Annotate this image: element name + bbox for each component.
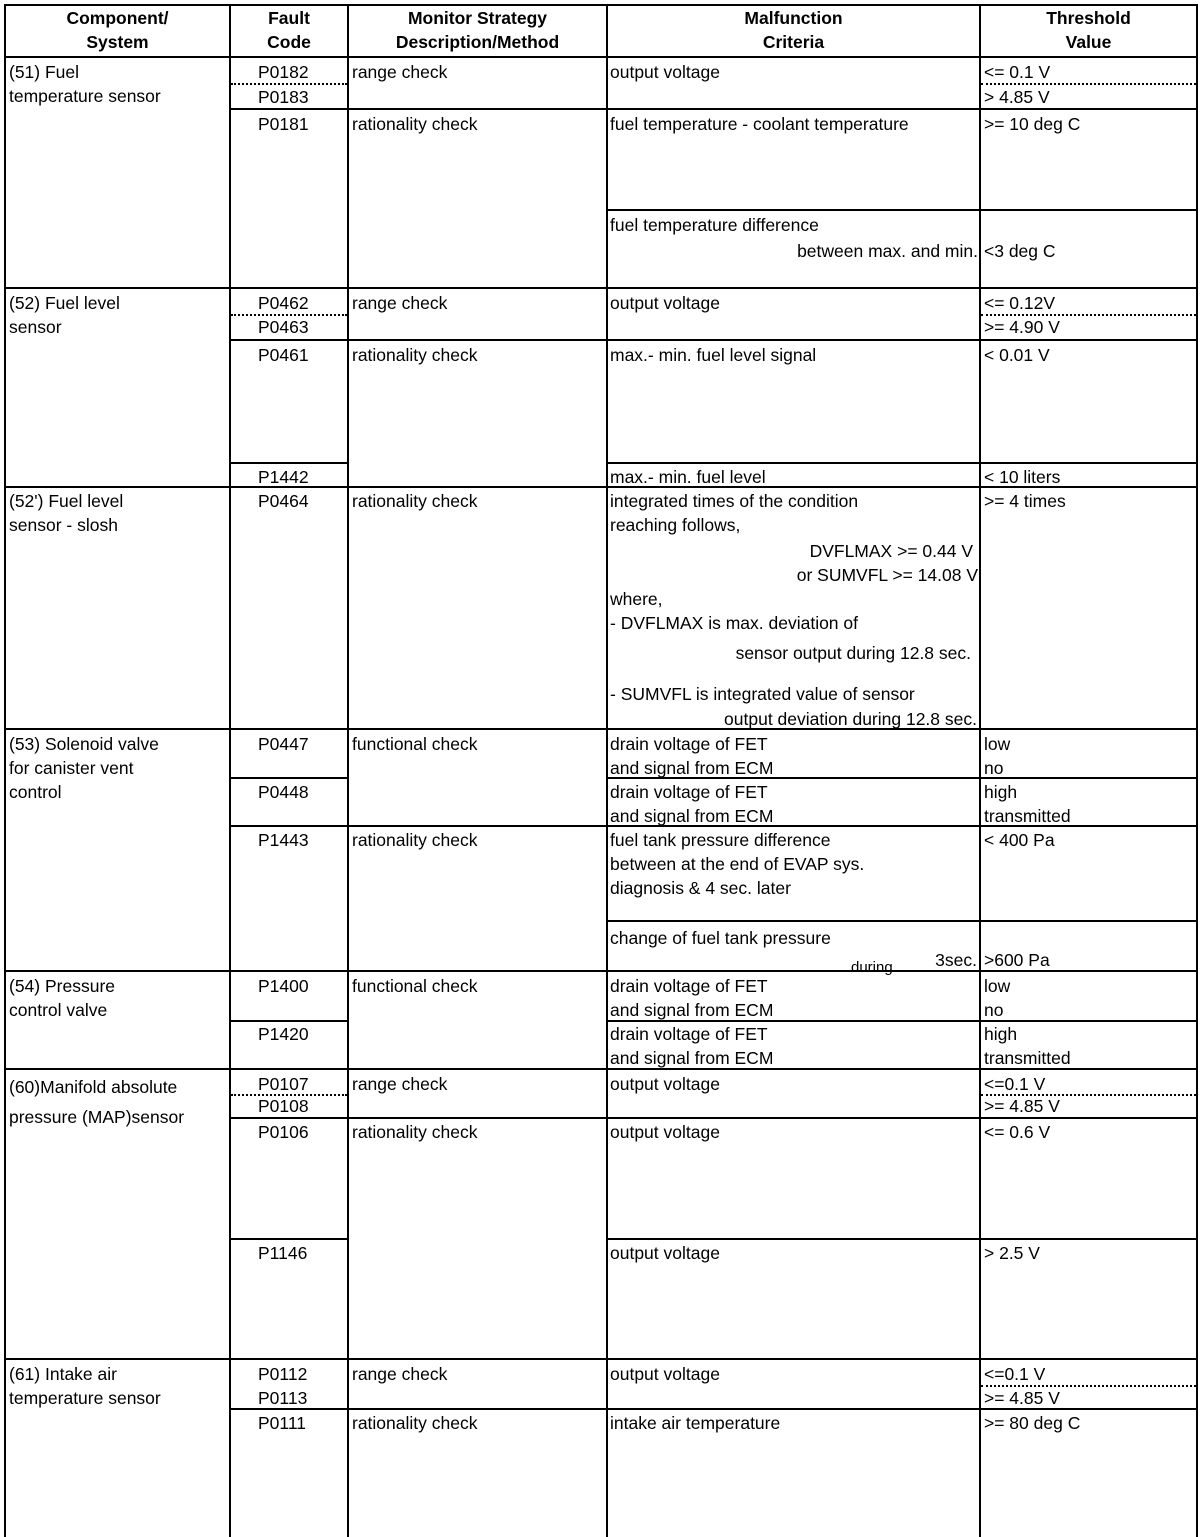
fault-code: P0463 (258, 317, 309, 337)
monitor-method: functional check (352, 734, 478, 754)
monitor-method: functional check (352, 976, 478, 996)
monitor-method: range check (352, 62, 448, 82)
monitor-method: rationality check (352, 114, 478, 134)
criteria-text: output voltage (610, 1243, 720, 1263)
component-name: (54) Pressure control valve (9, 976, 116, 1020)
fault-code: P0107 (258, 1074, 309, 1094)
table-border-left (4, 4, 6, 1537)
fault-code: P0183 (258, 87, 309, 107)
threshold-value: < 400 Pa (984, 830, 1055, 850)
column-divider-threshold (979, 4, 981, 1537)
fault-code: P1442 (258, 467, 309, 487)
criteria-text: where, - DVFLMAX is max. deviation of (610, 589, 858, 633)
fault-code: P0108 (258, 1096, 309, 1116)
threshold-value: <=0.1 V (984, 1364, 1046, 1384)
fault-code: P0447 (258, 734, 309, 754)
criteria-text: sensor output during 12.8 sec. (735, 643, 971, 663)
monitor-method: rationality check (352, 1413, 478, 1433)
threshold-value: <= 0.12V (984, 293, 1056, 313)
section-divider (4, 1358, 1198, 1360)
row-divider (606, 209, 1198, 211)
fault-code: P0113 (258, 1388, 308, 1408)
threshold-value: > 4.85 V (984, 87, 1050, 107)
criteria-text: output voltage (610, 1074, 720, 1094)
criteria-text: fuel tank pressure difference between at the end of EVAP sys. diagnosis & 4 sec. later (610, 830, 865, 898)
threshold-value: <=0.1 V (984, 1074, 1046, 1094)
criteria-text: 3sec. (935, 950, 977, 970)
criteria-text: intake air temperature (610, 1413, 781, 1433)
component-name: (51) Fuel temperature sensor (9, 62, 161, 106)
criteria-text: fuel temperature difference (610, 215, 819, 235)
fault-code: P0181 (258, 114, 309, 134)
row-divider (229, 1238, 349, 1240)
criteria-text: output voltage (610, 1122, 720, 1142)
monitor-method: range check (352, 1364, 448, 1384)
row-divider (606, 462, 1198, 464)
monitor-method: rationality check (352, 345, 478, 365)
threshold-value: >= 4 times (984, 491, 1066, 511)
threshold-value: >= 10 deg C (984, 114, 1081, 134)
fault-code: P0112 (258, 1364, 308, 1384)
criteria-text: drain voltage of FET and signal from ECM (610, 782, 774, 826)
criteria-text: integrated times of the condition reaching follows, (610, 491, 859, 535)
criteria-text: between max. and min. (797, 241, 978, 261)
header-fault-code: Fault Code (267, 8, 311, 52)
column-divider-code (229, 4, 231, 1537)
threshold-value: > 2.5 V (984, 1243, 1040, 1263)
criteria-text: drain voltage of FET and signal from ECM (610, 976, 774, 1020)
header-threshold-value: Threshold Value (1046, 8, 1131, 52)
component-name: (53) Solenoid valve for canister vent control (9, 734, 159, 802)
threshold-value: low no (984, 976, 1011, 1020)
section-divider (4, 287, 1198, 289)
monitor-method: range check (352, 293, 448, 313)
column-divider-criteria (606, 4, 608, 1537)
section-divider (4, 728, 1198, 730)
row-divider (606, 1238, 1198, 1240)
threshold-value: high transmitted (984, 1024, 1071, 1068)
row-divider (229, 462, 349, 464)
threshold-value: <3 deg C (984, 241, 1056, 261)
criteria-text: output voltage (610, 293, 720, 313)
criteria-text: max.- min. fuel level (610, 467, 766, 487)
monitor-method: rationality check (352, 830, 478, 850)
component-name: (60)Manifold absolute pressure (MAP)sensor (9, 1077, 185, 1127)
monitor-method: rationality check (352, 1122, 478, 1142)
criteria-text: or SUMVFL >= 14.08 V (796, 565, 978, 585)
criteria-text: during (851, 959, 893, 976)
fault-code: P1400 (258, 976, 309, 996)
fault-code: P0111 (258, 1413, 307, 1433)
row-divider (229, 108, 1198, 110)
threshold-value: high transmitted (984, 782, 1071, 826)
threshold-value: <= 0.6 V (984, 1122, 1051, 1142)
threshold-value: >= 80 deg C (984, 1413, 1081, 1433)
table-border-right (1196, 4, 1198, 1537)
fault-code: P0464 (258, 491, 309, 511)
header-monitor-strategy: Monitor Strategy Description/Method (395, 8, 560, 52)
header-component: Component/ System (66, 8, 169, 52)
monitor-method: range check (352, 1074, 448, 1094)
threshold-value: >= 4.90 V (984, 317, 1060, 337)
fault-code: P1146 (258, 1243, 308, 1263)
monitor-method: rationality check (352, 491, 478, 511)
header-divider (4, 56, 1198, 58)
component-name: (52') Fuel level sensor - slosh (9, 491, 124, 535)
fault-code: P1420 (258, 1024, 309, 1044)
fault-code: P0182 (258, 62, 309, 82)
component-name: (61) Intake air temperature sensor (9, 1364, 161, 1408)
header-malfunction-criteria: Malfunction Criteria (744, 8, 843, 52)
threshold-value: <= 0.1 V (984, 62, 1051, 82)
threshold-value: >= 4.85 V (984, 1388, 1060, 1408)
threshold-value: < 0.01 V (984, 345, 1050, 365)
component-name: (52) Fuel level sensor (9, 293, 120, 337)
column-divider-method (347, 4, 349, 1537)
threshold-value: >= 4.85 V (984, 1096, 1060, 1116)
fault-code: P0461 (258, 345, 309, 365)
threshold-value: < 10 liters (984, 467, 1061, 487)
criteria-text: fuel temperature - coolant temperature (610, 114, 909, 134)
criteria-text: drain voltage of FET and signal from ECM (610, 734, 774, 778)
criteria-text: output voltage (610, 1364, 720, 1384)
row-divider (229, 339, 1198, 341)
criteria-text: output deviation during 12.8 sec. (724, 709, 977, 729)
row-divider (606, 920, 1198, 922)
criteria-text: - SUMVFL is integrated value of sensor (610, 684, 915, 704)
fault-code: P0106 (258, 1122, 309, 1142)
criteria-text: drain voltage of FET and signal from ECM (610, 1024, 774, 1068)
criteria-text: DVFLMAX >= 0.44 V (809, 541, 973, 561)
fault-code: P0448 (258, 782, 309, 802)
criteria-text: output voltage (610, 62, 720, 82)
threshold-value: >600 Pa (984, 950, 1050, 970)
criteria-text: max.- min. fuel level signal (610, 345, 817, 365)
fault-code: P0462 (258, 293, 309, 313)
row-divider (229, 777, 349, 779)
fault-code: P1443 (258, 830, 309, 850)
threshold-value: low no (984, 734, 1011, 778)
criteria-text: change of fuel tank pressure (610, 928, 831, 948)
